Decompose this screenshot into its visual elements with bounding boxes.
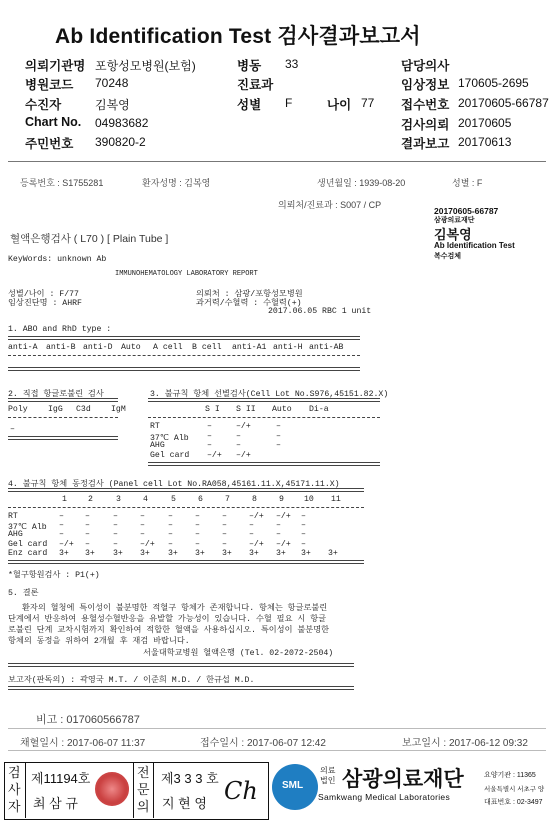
- abo-title: 1. ABO and RhD type :: [8, 325, 112, 334]
- patient-label: 수진자: [25, 98, 62, 112]
- panel-cell: –: [85, 521, 90, 531]
- panel-cell: –: [249, 530, 254, 540]
- specialist-label-char: 전: [137, 765, 150, 780]
- conclusion-line: 단계에서 반응하여 용혈성수혈반응을 유발할 가능성이 있습니다. 수혈 필요 시 항글: [8, 615, 327, 624]
- reg-number: 등록번호 : S1755281: [20, 178, 104, 188]
- panel-header: 9: [279, 495, 284, 504]
- panel-cell: –: [222, 512, 227, 521]
- contact-2: 서울특별시 서초구 양: [484, 786, 545, 793]
- panel-header: 6: [198, 495, 203, 504]
- reg-name: 환자성명 : 김복영: [142, 178, 211, 188]
- rrn-label: 주민번호: [25, 137, 74, 151]
- dat-value: –: [10, 425, 15, 434]
- panel-cell: –/+: [249, 539, 264, 549]
- panel-header: 8: [252, 495, 257, 504]
- age-label: 나이: [327, 98, 352, 112]
- info-last: 2017.06.05 RBC 1 unit: [268, 307, 372, 316]
- report-time: 보고일시 : 2017-06-12 09:32: [402, 738, 528, 749]
- screen-cell: –: [236, 441, 241, 450]
- conclusion-line: 항체의 동정을 위하여 2개월 후 재검 바랍니다.: [8, 637, 190, 646]
- org-small-char: 법인: [320, 776, 336, 785]
- screen-cell: –/+: [236, 450, 251, 460]
- panel-cell: –: [140, 530, 145, 540]
- screen-row-label: AHG: [150, 441, 165, 450]
- tester-number: 제11194호: [31, 771, 91, 786]
- panel-cell: 3+: [249, 548, 259, 558]
- screen-cell: –/+: [236, 422, 251, 431]
- remark-rule: [8, 728, 546, 729]
- sml-logo-text: SML: [282, 780, 304, 791]
- signature: Ch: [224, 777, 258, 805]
- signature-divider: [153, 762, 154, 818]
- label-foundation: 삼광의료재단: [434, 217, 475, 224]
- panel-cell: –: [59, 521, 64, 531]
- panel-cell: –: [85, 530, 90, 540]
- screen-h: S I: [205, 405, 220, 414]
- panel-cell: –: [276, 521, 281, 531]
- panel-cell: –: [249, 521, 254, 531]
- panel-cell: –: [59, 530, 64, 540]
- panel-cell: 3+: [276, 548, 286, 558]
- info-history: 과거력/수혈력 : 수혈력(+): [196, 299, 302, 308]
- chart-value: 04983682: [95, 116, 149, 130]
- abo-h: B cell: [192, 343, 222, 352]
- panel-title: 4. 불규칙 항체 동정검사 (Panel cell Lot No.RA058,45161.11.X,45171.11.X): [8, 480, 340, 489]
- conclusion-lab: 서울대학교병원 혈액은행 (Tel. 02-2072-2504): [143, 649, 334, 658]
- panel-cell: –: [168, 512, 173, 521]
- hospital-value: 포항성모병원(보험): [95, 59, 196, 73]
- label-sample: 복수검체: [434, 253, 462, 260]
- abo-h: anti-A: [8, 343, 38, 352]
- screen-cell: –/+: [207, 450, 222, 460]
- report-value: 20170613: [458, 135, 512, 149]
- panel-header: 4: [143, 495, 148, 504]
- panel-cell: –: [85, 512, 90, 521]
- panel-cell: 3+: [113, 548, 123, 558]
- panel-cell: –: [168, 539, 173, 549]
- dat-rule-mid: [8, 417, 118, 418]
- conclusion-line: 로불린 단계 교차시험까지 확인하여 적합한 혈액을 사용하십시오. 특이성이 불분명한: [8, 626, 330, 635]
- dat-h: IgG: [48, 405, 63, 414]
- panel-cell: –: [276, 530, 281, 540]
- accept-time: 접수일시 : 2017-06-07 12:42: [200, 738, 326, 749]
- panel-rule-top: [8, 488, 364, 492]
- screen-row-label: RT: [150, 422, 160, 431]
- abo-h: anti-B: [46, 343, 76, 352]
- panel-cell: –/+: [59, 539, 74, 549]
- reg-dob: 생년월일 : 1939-08-20: [317, 178, 406, 188]
- dept-label: 진료과: [237, 78, 274, 92]
- clinical-label: 임상정보: [401, 78, 450, 92]
- rrn-value: 390820-2: [95, 135, 146, 149]
- panel-cell: –: [168, 521, 173, 531]
- specialist-number: 제3 3 3 호: [161, 771, 219, 786]
- panel-cell: –/+: [276, 539, 291, 549]
- panel-rule-mid: [8, 507, 364, 508]
- dat-h: C3d: [76, 405, 91, 414]
- panel-cell: –: [113, 539, 118, 549]
- org-name: 삼광의료재단: [342, 768, 464, 791]
- abo-h: Auto: [121, 343, 141, 352]
- tester-name: 최 삼 규: [33, 796, 78, 811]
- panel-header: 1: [62, 495, 67, 504]
- panel-cell: –: [140, 512, 145, 521]
- screen-h: Auto: [272, 405, 292, 414]
- dat-h: IgM: [111, 405, 126, 414]
- label-receipt: 20170605-66787: [434, 206, 499, 216]
- hospital-label: 의뢰기관명: [25, 59, 86, 73]
- remark: 비고 : 017060566787: [36, 714, 140, 726]
- specialist-name: 지 현 영: [162, 796, 207, 811]
- panel-header: 11: [331, 495, 341, 504]
- info-sexage: 성별/나이 : F/77: [8, 290, 79, 299]
- code-value: 70248: [95, 76, 129, 90]
- panel-cell: –: [195, 521, 200, 531]
- panel-cell: –: [113, 512, 118, 521]
- specialist-label-char: 의: [137, 799, 150, 814]
- panel-row-label: AHG: [8, 530, 23, 540]
- request-label: 검사의뢰: [401, 118, 450, 132]
- label-test: Ab Identification Test: [434, 241, 515, 250]
- panel-cell: 3+: [222, 548, 232, 558]
- panel-header: 5: [171, 495, 176, 504]
- panel-cell: –: [301, 521, 306, 531]
- reg-dept: 의뢰처/진료과 : S007 / CP: [278, 200, 382, 210]
- panel-row-label: 37℃ Alb: [8, 523, 47, 533]
- panel-cell: –/+: [276, 512, 291, 521]
- info-org: 의뢰처 : 삼광/포항성모병원: [196, 290, 303, 299]
- dat-h: Poly: [8, 405, 28, 414]
- signature-divider: [25, 762, 26, 818]
- section-title: 혈액은행검사 ( L70 ) [ Plain Tube ]: [10, 233, 169, 245]
- specialist-label: [137, 764, 151, 815]
- panel-cell: –/+: [140, 539, 155, 549]
- tester-label-char: 검: [8, 765, 21, 780]
- info-diag: 임상진단명 : AHRF: [8, 299, 82, 308]
- panel-cell: 3+: [85, 548, 95, 558]
- receipt-value: 20170605-66787: [458, 96, 549, 110]
- ward-value: 33: [285, 57, 299, 71]
- screen-cell: –: [207, 441, 212, 450]
- reporters-rule: [8, 686, 354, 690]
- header-divider: [8, 161, 546, 162]
- panel-cell: –: [222, 521, 227, 531]
- panel-header: 3: [116, 495, 121, 504]
- seal-stamp: [95, 772, 129, 806]
- tester-label-char: 자: [8, 799, 21, 814]
- screen-rule-bottom: [148, 462, 380, 466]
- panel-cell: –: [85, 539, 90, 549]
- panel-cell: –: [113, 521, 118, 531]
- contact-1: 요양기관 : 11365: [484, 772, 536, 779]
- receipt-label: 접수번호: [401, 98, 450, 112]
- panel-cell: 3+: [301, 548, 311, 558]
- panel-cell: –: [59, 512, 64, 521]
- screen-cell: –: [276, 431, 281, 441]
- collect-time: 채혈일시 : 2017-06-07 11:37: [20, 738, 146, 749]
- screen-cell: –: [207, 431, 212, 441]
- panel-cell: –: [222, 530, 227, 540]
- times-rule: [8, 750, 546, 751]
- doctor-label: 담당의사: [401, 59, 450, 73]
- extra-note: *혈구항원검사 : P1(+): [8, 571, 100, 580]
- request-value: 20170605: [458, 116, 512, 130]
- report-label: 결과보고: [401, 137, 450, 151]
- panel-cell: 3+: [140, 548, 150, 558]
- org-small-char: 의료: [320, 766, 336, 775]
- reg-sex: 성별 : F: [452, 178, 483, 188]
- dat-rule-top: [8, 398, 118, 402]
- contact-3: 대표번호 : 02-3497: [484, 799, 543, 806]
- panel-row-label: Gel card: [8, 539, 48, 549]
- lab-report-title: IMMUNOHEMATOLOGY LABORATORY REPORT: [115, 270, 258, 278]
- dat-title: 2. 직접 항글로불린 검사: [8, 390, 104, 399]
- screen-cell: –: [207, 422, 212, 431]
- screen-h: Di-a: [309, 405, 329, 414]
- panel-cell: –: [168, 530, 173, 540]
- abo-h: anti-AB: [309, 343, 344, 352]
- panel-cell: –/+: [249, 512, 264, 521]
- panel-cell: –: [195, 530, 200, 540]
- patient-value: 김복영: [95, 98, 130, 112]
- specialist-label-char: 문: [137, 782, 150, 797]
- label-patient: 김복영: [434, 227, 472, 242]
- reporters: 보고자(판독의) : 곽영국 M.T. / 이준희 M.D. / 한규섭 M.D.: [8, 676, 255, 685]
- age-value: 77: [361, 96, 375, 110]
- tester-label: [8, 764, 22, 815]
- screen-cell: –: [276, 441, 281, 450]
- screen-cell: –: [276, 422, 281, 431]
- panel-cell: –: [113, 530, 118, 540]
- panel-header: 2: [88, 495, 93, 504]
- panel-header: 7: [225, 495, 230, 504]
- screen-h: S II: [236, 405, 256, 414]
- code-label: 병원코드: [25, 78, 74, 92]
- dat-rule-bottom: [8, 436, 118, 440]
- screen-cell: –: [236, 431, 241, 441]
- report-title: Ab Identification Test 검사결과보고서: [55, 25, 421, 48]
- org-small: [320, 766, 340, 786]
- panel-cell: –: [195, 512, 200, 521]
- abo-h: A cell: [153, 343, 183, 352]
- abo-h: anti-H: [273, 343, 303, 352]
- panel-cell: –: [301, 530, 306, 540]
- panel-cell: 3+: [168, 548, 178, 558]
- org-eng: Samkwang Medical Laboratories: [318, 792, 451, 802]
- abo-rule-bottom: [8, 367, 360, 371]
- panel-header: 10: [304, 495, 314, 504]
- panel-cell: 3+: [328, 548, 338, 558]
- panel-cell: –: [195, 539, 200, 549]
- sex-label: 성별: [237, 98, 262, 112]
- abo-h: anti-D: [83, 343, 113, 352]
- screen-rule-top: [148, 398, 380, 402]
- signature-divider: [133, 762, 134, 818]
- tester-label-char: 사: [8, 782, 21, 797]
- panel-cell: –: [222, 539, 227, 549]
- screen-title: 3. 불규칙 항체 선별검사(Cell Lot No.S976,45151.82.X): [150, 390, 389, 399]
- clinical-value: 170605-2695: [458, 76, 529, 90]
- abo-rule-top: [8, 336, 360, 340]
- panel-rule-bottom: [8, 560, 364, 564]
- panel-cell: 3+: [195, 548, 205, 558]
- panel-row-label: RT: [8, 512, 18, 521]
- ward-label: 병동: [237, 59, 262, 73]
- panel-cell: –: [140, 521, 145, 531]
- screen-row-label: Gel card: [150, 450, 190, 460]
- abo-rule-mid: [8, 355, 360, 356]
- conclusion-rule: [8, 663, 354, 667]
- sex-value: F: [285, 96, 293, 110]
- panel-cell: –: [301, 512, 306, 521]
- abo-h: anti-A1: [232, 343, 267, 352]
- panel-cell: –: [301, 539, 306, 549]
- conclusion-line: 환자의 혈청에 특이성이 불분명한 적혈구 항체가 존재합니다. 항체는 항글로불린: [22, 604, 328, 613]
- screen-rule-mid: [148, 417, 380, 418]
- keywords: KeyWords: unknown Ab: [8, 255, 107, 264]
- chart-label: Chart No.: [25, 115, 82, 129]
- conclusion-title: 5. 결론: [8, 589, 39, 598]
- screen-row-label: 37℃ Alb: [150, 433, 189, 443]
- panel-cell: 3+: [59, 548, 69, 558]
- panel-row-label: Enz card: [8, 548, 48, 558]
